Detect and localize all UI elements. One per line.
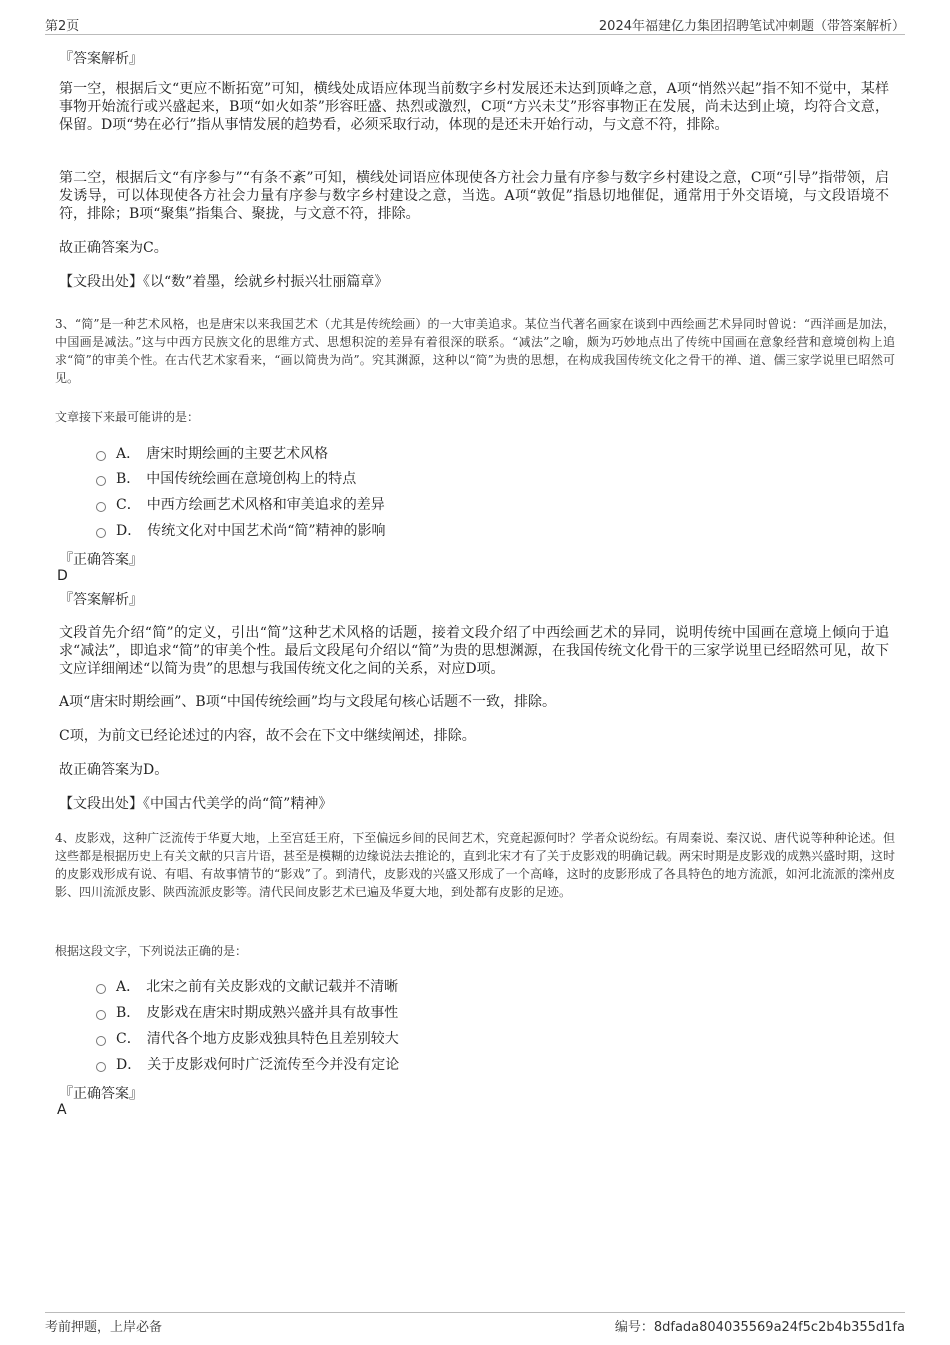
q3-analysis-p3: C项，为前文已经论述过的内容，故不会在下文中继续阐述，排除。 [59, 728, 476, 744]
option-text: 皮影戏在唐宋时期成熟兴盛并具有故事性 [146, 1005, 399, 1021]
option-letter: A． [116, 446, 141, 462]
q3-option-d[interactable] [96, 520, 386, 540]
footer-slogan: 考前押题，上岸必备 [45, 1320, 163, 1335]
q3-analysis-p1: 文段首先介绍“简”的定义，引出“简”这种艺术风格的话题，接着文段介绍了中西绘画艺术的异同，说明传统中国画在意境上倾向于追求“减法”，即追求“简”的审美个性。最后文段尾句介绍以“简”为贵的思想渊源，在我国传统文化骨干的三家学说里已经昭然可见，故下文应详细阐述“以简为贵”的思想与我国传统文化之间的关系，对应D项。 [59, 625, 889, 677]
option-letter: D． [116, 1057, 142, 1073]
radio-icon[interactable] [96, 451, 106, 461]
q3-analysis-p2: A项“唐宋时期绘画”、B项“中国传统绘画”均与文段尾句核心话题不一致，排除。 [59, 694, 557, 710]
radio-icon[interactable] [96, 984, 106, 994]
page-footer [45, 1312, 905, 1335]
option-letter: B． [116, 1005, 141, 1021]
option-text: 传统文化对中国艺术尚“简”精神的影响 [147, 523, 386, 539]
q3-answer-statement: 故正确答案为D。 [59, 762, 169, 778]
q4-option-b[interactable] [96, 1002, 398, 1022]
q3-option-b[interactable] [96, 468, 356, 488]
q2-analysis-p1: 第一空，根据后文“更应不断拓宽”可知，横线处成语应体现当前数字乡村发展还未达到顶峰之意，A项“悄然兴起”指不知不觉中，某样事物开始流行或兴盛起来，B项“如火如荼”形容旺盛、热烈或激烈，C项“方兴未艾”形容事物正在发展，尚未达到止境，均符合文意，保留。D项“势在必行”指从事情发展的趋势看，必须采取行动，体现的是还未开始行动，与文意不符，排除。 [59, 81, 889, 133]
q4-option-a[interactable] [96, 976, 398, 996]
q4-correct-label: 『正确答案』 [59, 1086, 143, 1102]
option-letter: A． [116, 979, 141, 995]
radio-icon[interactable] [96, 1036, 106, 1046]
q2-answer-statement: 故正确答案为C。 [59, 240, 168, 256]
q3-stem: 3、“简”是一种艺术风格，也是唐宋以来我国艺术（尤其是传统绘画）的一大审美追求。某位当代著名画家在谈到中西绘画艺术异同时曾说：“西洋画是加法，中国画是减法。”这与中西方民族文化的思维方式、思想积淀的差异有着很深的联系。“减法”之喻，颇为巧妙地点出了传统中国画在意象经营和意境创构上追求“简”的审美个性。在古代艺术家看来，“画以简贵为尚”。究其渊源，这种以“简”为贵的思想，在构成我国传统文化之骨干的禅、道、儒三家学说里已昭然可见。 [55, 317, 895, 385]
q2-analysis-label: 『答案解析』 [59, 51, 143, 67]
radio-icon[interactable] [96, 1010, 106, 1020]
option-letter: B． [116, 471, 141, 487]
q3-source: 【文段出处】《中国古代美学的尚“简”精神》 [59, 796, 333, 812]
q4-answer: A [57, 1102, 67, 1118]
radio-icon[interactable] [96, 502, 106, 512]
q2-source: 【文段出处】《以“数”着墨，绘就乡村振兴壮丽篇章》 [59, 274, 389, 290]
option-text: 清代各个地方皮影戏独具特色且差别较大 [146, 1031, 399, 1047]
option-text: 中西方绘画艺术风格和审美追求的差异 [146, 497, 385, 513]
q2-analysis-p2: 第二空，根据后文“有序参与”“有条不紊”可知，横线处词语应体现使各方社会力量有序参与数字乡村建设之意，C项“引导”指带领，启发诱导，可以体现使各方社会力量有序参与数字乡村建设之意，当选。A项“敦促”指恳切地催促，通常用于外交语境，与文段语境不符，排除；B项“聚集”指集合、聚拢，与文意不符，排除。 [59, 170, 889, 222]
document-code: 编号：8dfada804035569a24f5c2b4b355d1fa [614, 1320, 905, 1335]
option-text: 北宋之前有关皮影戏的文献记载并不清晰 [146, 979, 399, 995]
q3-answer: D [57, 568, 68, 584]
q4-stem: 4、皮影戏，这种广泛流传于华夏大地，上至宫廷王府，下至偏远乡间的民间艺术，究竟起源何时？学者众说纷纭。有周秦说、秦汉说、唐代说等种种论述。但这些都是根据历史上有关文献的只言片语，甚至是模糊的边缘说法去推论的，直到北宋才有了关于皮影戏的明确记载。两宋时期是皮影戏的成熟兴盛时期，这时的皮影戏形成有说、有唱、有故事情节的“影戏”了。到清代，皮影戏的兴盛又形成了一个高峰，这时的皮影形成了各具特色的地方流派，如河北流派的滦州皮影、四川流派皮影、陕西流派皮影等。清代民间皮影艺术已遍及华夏大地，到处都有皮影的足迹。 [55, 831, 896, 899]
q3-analysis-label: 『答案解析』 [59, 592, 143, 608]
q3-correct-label: 『正确答案』 [59, 552, 143, 568]
option-text: 中国传统绘画在意境创构上的特点 [146, 471, 357, 487]
q4-option-d[interactable] [96, 1054, 399, 1074]
radio-icon[interactable] [96, 1062, 106, 1072]
option-letter: D． [116, 523, 142, 539]
q3-option-a[interactable] [96, 443, 328, 463]
q3-option-c[interactable] [96, 494, 385, 514]
q4-option-c[interactable] [96, 1028, 399, 1048]
option-letter: C． [116, 497, 141, 513]
q4-prompt: 根据这段文字，下列说法正确的是： [55, 944, 248, 958]
option-text: 关于皮影戏何时广泛流传至今并没有定论 [147, 1057, 400, 1073]
option-letter: C． [116, 1031, 141, 1047]
document-title: 2024年福建亿力集团招聘笔试冲刺题（带答案解析） [598, 19, 905, 34]
q3-prompt: 文章接下来最可能讲的是： [55, 410, 200, 424]
radio-icon[interactable] [96, 528, 106, 538]
page-header [45, 12, 905, 35]
option-text: 唐宋时期绘画的主要艺术风格 [146, 446, 329, 462]
page-number: 第2页 [45, 19, 80, 34]
radio-icon[interactable] [96, 476, 106, 486]
